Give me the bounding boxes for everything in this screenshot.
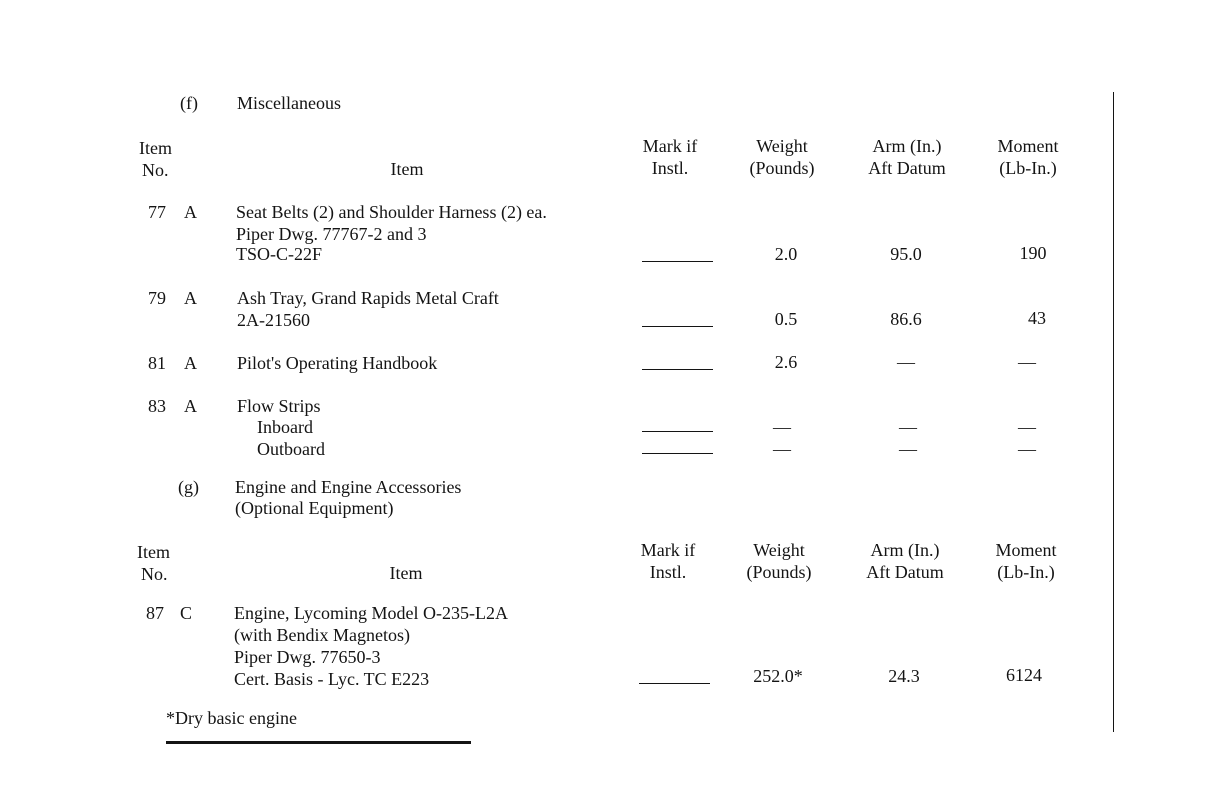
item-description: Engine, Lycoming Model O-235-L2A [234,603,508,623]
header-mark: Mark if [640,540,696,560]
item-number: 87 [146,603,164,623]
header-mark: Mark if [642,136,698,156]
item-description: Seat Belts (2) and Shoulder Harness (2) ea. [236,202,547,222]
header-moment: (Lb-In.) [997,562,1055,582]
item-code: A [184,288,197,308]
header-weight: (Pounds) [749,158,815,178]
item-code: A [184,396,197,416]
item-number: 79 [148,288,166,308]
item-subdescription: Inboard [257,417,313,437]
moment-dash: — [1018,352,1036,372]
item-number: 81 [148,353,166,373]
header-item: Item [389,563,423,583]
install-mark-blank[interactable] [639,683,710,684]
section-g-subtitle: (Optional Equipment) [235,498,394,518]
header-arm: Arm (In.) [870,540,940,560]
item-description: Ash Tray, Grand Rapids Metal Craft [237,288,499,308]
arm-value: 86.6 [890,309,922,329]
install-mark-blank[interactable] [642,261,713,262]
install-mark-blank[interactable] [642,453,713,454]
header-item-no: No. [141,564,168,584]
arm-dash: — [897,352,915,372]
item-description: Pilot's Operating Handbook [237,353,438,373]
header-weight: (Pounds) [746,562,812,582]
install-mark-blank[interactable] [642,369,713,370]
header-weight: Weight [753,540,805,560]
footnote: *Dry basic engine [166,708,297,728]
header-mark: Instl. [651,158,689,178]
header-item: Item [390,159,424,179]
header-moment: (Lb-In.) [999,158,1057,178]
item-description: Cert. Basis - Lyc. TC E223 [234,669,430,689]
moment-value: 190 [1019,243,1047,263]
moment-value: 6124 [1006,665,1042,685]
weight-value: 2.6 [774,352,798,372]
weight-dash: — [773,417,791,437]
item-code: A [184,202,197,222]
section-g-letter: (g) [178,477,199,497]
arm-dash: — [899,439,917,459]
install-mark-blank[interactable] [642,431,713,432]
item-number: 77 [148,202,166,222]
header-arm: Aft Datum [868,158,946,178]
weight-value: 252.0* [753,666,803,686]
item-description: Piper Dwg. 77767-2 and 3 [236,224,427,244]
header-item-no: No. [142,160,169,180]
arm-value: 24.3 [888,666,920,686]
item-code: A [184,353,197,373]
header-weight: Weight [756,136,808,156]
section-g-title: Engine and Engine Accessories [235,477,462,497]
header-mark: Instl. [649,562,687,582]
item-description: Piper Dwg. 77650-3 [234,647,381,667]
item-description: TSO-C-22F [236,244,323,264]
section-f-letter: (f) [180,93,198,113]
item-description: 2A-21560 [237,310,310,330]
item-description: Flow Strips [237,396,321,416]
arm-dash: — [899,417,917,437]
weight-value: 2.0 [774,244,798,264]
weight-dash: — [773,439,791,459]
header-arm: Aft Datum [866,562,944,582]
weight-value: 0.5 [774,309,798,329]
item-subdescription: Outboard [257,439,325,459]
header-item-no: Item [137,542,170,562]
moment-value: 43 [1028,308,1046,328]
section-f-title: Miscellaneous [237,93,341,113]
moment-dash: — [1018,417,1036,437]
right-margin-rule [1113,92,1114,732]
item-code: C [180,603,193,623]
arm-value: 95.0 [890,244,922,264]
header-moment: Moment [997,136,1059,156]
install-mark-blank[interactable] [642,326,713,327]
header-moment: Moment [995,540,1057,560]
header-arm: Arm (In.) [872,136,942,156]
moment-dash: — [1018,439,1036,459]
footnote-rule [166,741,471,744]
item-description: (with Bendix Magnetos) [234,625,410,645]
item-number: 83 [148,396,166,416]
header-item-no: Item [139,138,172,158]
